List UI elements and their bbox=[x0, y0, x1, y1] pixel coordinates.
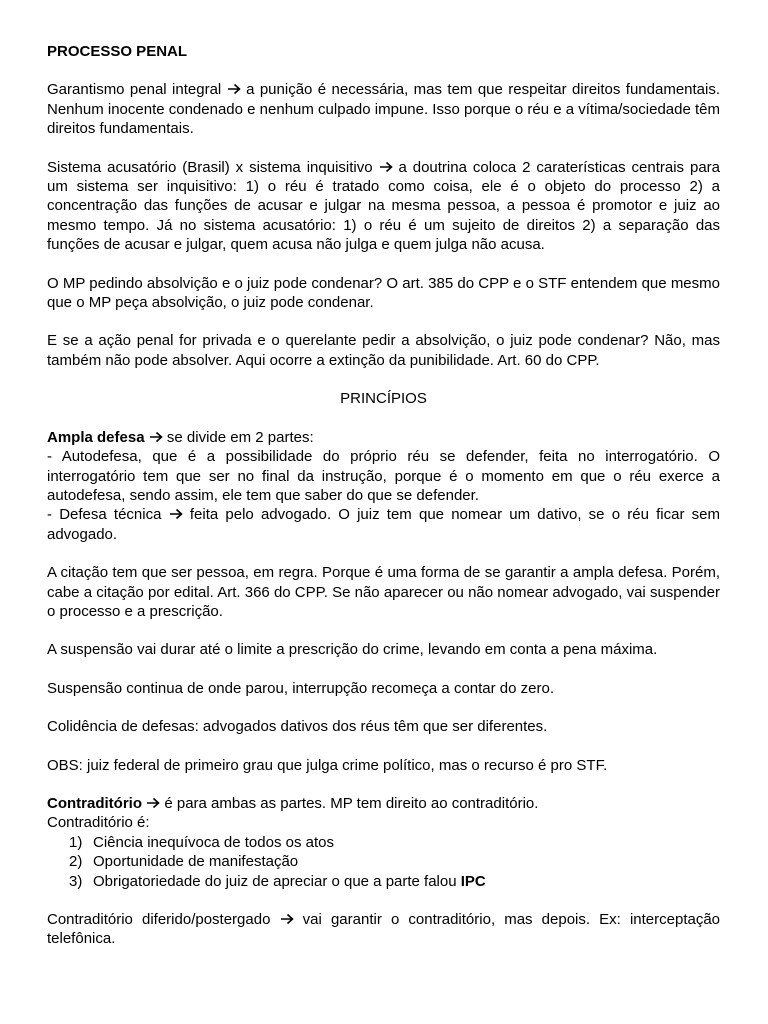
paragraph-garantismo bbox=[47, 80, 720, 138]
paragraph-obs: OBS: juiz federal de primeiro grau que julga crime político, mas o recurso é pro STF. bbox=[47, 756, 608, 774]
list-item bbox=[47, 852, 720, 871]
paragraph-lead: - Defesa técnica bbox=[47, 506, 162, 524]
list-item-text: Obrigatoriedade do juiz de apreciar o que a parte falou bbox=[93, 872, 461, 890]
list-item-number: 3) bbox=[69, 872, 83, 890]
contraditorio-intro: Contraditório é: bbox=[47, 814, 150, 832]
list-item-text: Ciência inequívoca de todos os atos bbox=[93, 833, 334, 851]
arrow-right-icon bbox=[280, 913, 294, 925]
list-item-text: Oportunidade de manifestação bbox=[93, 853, 299, 871]
term-contraditorio: Contraditório bbox=[47, 794, 142, 812]
section-heading-principios: PRINCÍPIOS bbox=[340, 390, 427, 408]
paragraph-body: vai garantir o contraditório, mas depois. Ex: interceptação telefônica. bbox=[47, 911, 721, 948]
list-item bbox=[47, 872, 720, 891]
ampla-defesa-heading bbox=[47, 428, 720, 447]
paragraph-mp-absolvicao: O MP pedindo absolvição e o juiz pode condenar? O art. 385 do CPP e o STF entendem que mesmo que o MP peça absolvição, o juiz pode condenar. bbox=[47, 274, 720, 312]
list-item-number: 2) bbox=[69, 853, 83, 871]
arrow-right-icon bbox=[227, 83, 241, 95]
arrow-right-icon bbox=[169, 508, 183, 520]
paragraph-acao-privada: E se a ação penal for privada e o querelante pedir a absolvição, o juiz pode condenar? Não, mas também não pode absolver. Aqui ocorre a extinção da punibilidade. Art. 60 do CPP. bbox=[47, 332, 720, 369]
paragraph-suspensao-limite: A suspensão vai durar até o limite a prescrição do crime, levando em conta a pena máxima. bbox=[47, 641, 658, 659]
contraditorio-list bbox=[47, 833, 720, 891]
ampla-defesa-autodefesa: - Autodefesa, que é a possibilidade do próprio réu se defender, feita no interrogatório. O interrogatório tem que ser no final da instrução, porque é o momento em que o réu exerce a autodefesa, sendo assim, ele tem que saber do que se defender. bbox=[47, 448, 720, 504]
paragraph-suspensao-interrupcao: Suspensão continua de onde parou, interrupção recomeça a contar do zero. bbox=[47, 679, 554, 697]
document-page bbox=[47, 42, 720, 949]
document-title: PROCESSO PENAL bbox=[47, 43, 188, 60]
paragraph-body: a punição é necessária, mas tem que respeitar direitos fundamentais. Nenhum inocente condenado e nenhum culpado impune. Isso porque o réu e a vítima/sociedade têm direitos fundamentais. bbox=[47, 81, 721, 138]
list-item bbox=[47, 833, 720, 852]
paragraph-sistema-acusatorio bbox=[47, 158, 720, 255]
paragraph-citacao: A citação tem que ser pessoa, em regra. Porque é uma forma de se garantir a ampla defesa. Porém, cabe a citação por edital. Art. 366 do CPP. Se não aparecer ou não nomear advogado, vai suspender o processo e a prescrição. bbox=[47, 564, 720, 620]
paragraph-body: feita pelo advogado. O juiz tem que nomear um dativo, se o réu ficar sem advogado. bbox=[47, 506, 721, 543]
paragraph-colidencia: Colidência de defesas: advogados dativos dos réus têm que ser diferentes. bbox=[47, 718, 548, 736]
ampla-defesa-tecnica bbox=[47, 505, 720, 544]
arrow-right-icon bbox=[149, 431, 163, 443]
arrow-right-icon bbox=[146, 797, 160, 809]
list-item-bold-suffix: IPC bbox=[460, 872, 486, 890]
paragraph-lead: Garantismo penal integral bbox=[47, 81, 222, 99]
paragraph-lead: Sistema acusatório (Brasil) x sistema inquisitivo bbox=[47, 158, 373, 176]
contraditorio-heading bbox=[47, 794, 720, 813]
list-item-number: 1) bbox=[69, 833, 83, 851]
paragraph-lead: Contraditório diferido/postergado bbox=[47, 911, 271, 928]
paragraph-body: é para ambas as partes. MP tem direito ao contraditório. bbox=[164, 794, 539, 812]
paragraph-contraditorio-diferido bbox=[47, 910, 720, 949]
arrow-right-icon bbox=[379, 161, 393, 173]
term-ampla-defesa: Ampla defesa bbox=[47, 428, 145, 446]
paragraph-body: a doutrina coloca 2 caraterísticas centrais para um sistema ser inquisitivo: 1) o réu é tratado como coisa, ele é o objeto do processo 2) a concentração das funções de acusar e julgar na mesma pessoa, a pessoa é promotor e juiz ao mesmo tempo. Já no sistema acusatório: 1) o réu é um sujeito de direitos 2) a separação das funções de acusar e julgar, quem acusa não julga e quem julga não acusa. bbox=[47, 158, 721, 254]
paragraph-body: se divide em 2 partes: bbox=[166, 428, 314, 446]
